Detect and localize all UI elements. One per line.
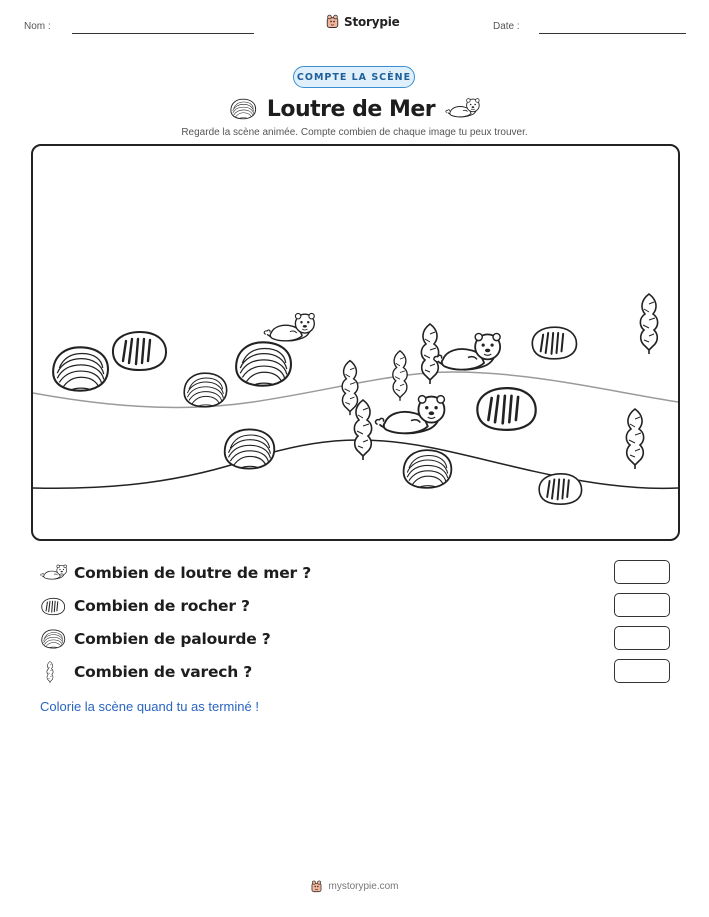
- clam-icon: [225, 429, 275, 468]
- otter-icon: [376, 396, 445, 434]
- footer: [0, 880, 709, 893]
- date-label: Date :: [493, 21, 520, 32]
- question-row-kelp: [40, 659, 670, 685]
- storypie-mascot-icon: [310, 880, 323, 893]
- clam-icon: [404, 450, 452, 488]
- kelp-icon: [354, 400, 371, 460]
- footer-link[interactable]: mystorypie.com: [328, 881, 399, 892]
- clam-icon: [236, 342, 291, 385]
- activity-badge: COMPTE LA SCÈNE: [293, 66, 415, 88]
- brand-logo: [325, 14, 400, 29]
- rock-icon: [477, 388, 535, 430]
- storypie-mascot-icon: [325, 14, 340, 29]
- question-text: Combien de palourde ?: [74, 630, 271, 648]
- name-field[interactable]: [72, 33, 254, 34]
- brand-name: Storypie: [344, 14, 400, 29]
- title-row: [210, 92, 500, 126]
- answer-box-rock[interactable]: [614, 593, 670, 617]
- question-row-rock: [40, 593, 670, 619]
- answer-box-clam[interactable]: [614, 626, 670, 650]
- kelp-icon: [421, 324, 438, 384]
- question-text: Combien de varech ?: [74, 663, 253, 681]
- clam-icon: [40, 629, 66, 649]
- coloring-note: Colorie la scène quand tu as terminé !: [40, 699, 259, 714]
- question-row-clam: [40, 626, 670, 652]
- kelp-icon: [626, 409, 643, 469]
- instructions: Regarde la scène animée. Compte combien de chaque image tu peux trouver.: [181, 127, 528, 138]
- rock-icon: [532, 327, 576, 359]
- otter-icon: [445, 96, 481, 122]
- clam-icon: [184, 373, 226, 407]
- question-text: Combien de loutre de mer ?: [74, 564, 311, 582]
- kelp-icon: [393, 351, 407, 401]
- rock-icon: [539, 474, 581, 504]
- kelp-icon: [342, 361, 358, 416]
- kelp-icon: [43, 660, 57, 684]
- question-row-otter: [40, 560, 670, 586]
- name-label: Nom :: [24, 21, 51, 32]
- otter-icon: [434, 333, 500, 369]
- clam-icon: [53, 347, 108, 390]
- clam-icon: [229, 98, 257, 120]
- date-field[interactable]: [539, 33, 686, 34]
- question-text: Combien de rocher ?: [74, 597, 250, 615]
- scene-rocks: [113, 327, 582, 504]
- scene-frame: [31, 144, 680, 541]
- otter-icon: [40, 563, 68, 583]
- rock-icon: [113, 332, 166, 370]
- page-title: Loutre de Mer: [266, 96, 436, 122]
- scene-illustration: [33, 146, 678, 539]
- rock-icon: [40, 597, 66, 616]
- answer-box-otter[interactable]: [614, 560, 670, 584]
- otter-icon: [264, 313, 314, 340]
- scene-otters: [264, 313, 500, 433]
- answer-box-kelp[interactable]: [614, 659, 670, 683]
- kelp-icon: [640, 294, 657, 354]
- scene-kelps: [342, 294, 657, 469]
